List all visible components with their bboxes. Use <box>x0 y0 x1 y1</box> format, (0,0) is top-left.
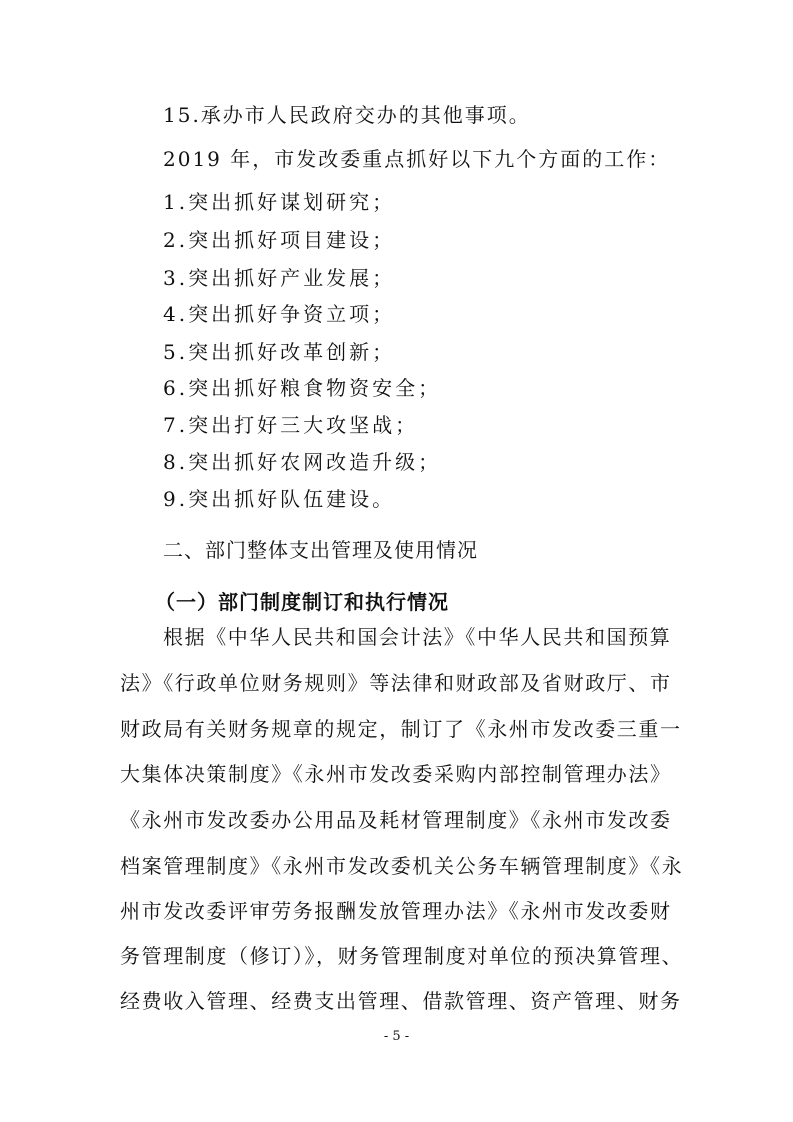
paragraph-line-5: 《永州市发改委办公用品及耗材管理制度》《永州市发改委 <box>120 808 672 832</box>
list-item-7: 7.突出打好三大攻坚战； <box>163 413 419 437</box>
list-item-1: 1.突出抓好谋划研究； <box>163 190 396 214</box>
intro-line-2: 2019 年，市发改委重点抓好以下九个方面的工作： <box>163 147 671 171</box>
list-item-4: 4.突出抓好争资立项； <box>163 302 396 326</box>
paragraph-line-8: 务管理制度（修订）》，财务管理制度对单位的预决算管理、 <box>120 944 684 968</box>
paragraph-line-2: 法》《行政单位财务规则》等法律和财政部及省财政厅、市 <box>120 671 672 695</box>
paragraph-line-1: 根据《中华人民共和国会计法》《中华人民共和国预算 <box>163 625 672 649</box>
list-item-8: 8.突出抓好农网改造升级； <box>163 450 442 474</box>
list-item-9: 9.突出抓好队伍建设。 <box>163 487 396 511</box>
list-item-3: 3.突出抓好产业发展； <box>163 266 396 290</box>
paragraph-line-6: 档案管理制度》《永州市发改委机关公务车辆管理制度》《永 <box>120 854 684 878</box>
paragraph-line-9: 经费收入管理、经费支出管理、借款管理、资产管理、财务 <box>120 989 682 1013</box>
section-heading: 二、部门整体支出管理及使用情况 <box>163 538 478 562</box>
page-number: - 5 - <box>383 1029 410 1044</box>
paragraph-line-7: 州市发改委评审劳务报酬发放管理办法》《永州市发改委财 <box>120 899 672 923</box>
subsection-heading: （一）部门制度制订和执行情况 <box>155 590 449 614</box>
intro-line-1: 15.承办市人民政府交办的其他事项。 <box>163 103 531 127</box>
list-item-5: 5.突出抓好改革创新； <box>163 340 396 364</box>
paragraph-line-3: 财政局有关财务规章的规定，制订了《永州市发改委三重一 <box>120 717 682 741</box>
paragraph-line-4: 大集体决策制度》《永州市发改委采购内部控制管理办法》 <box>120 762 672 786</box>
list-item-2: 2.突出抓好项目建设； <box>163 228 396 252</box>
list-item-6: 6.突出抓好粮食物资安全； <box>163 376 442 400</box>
